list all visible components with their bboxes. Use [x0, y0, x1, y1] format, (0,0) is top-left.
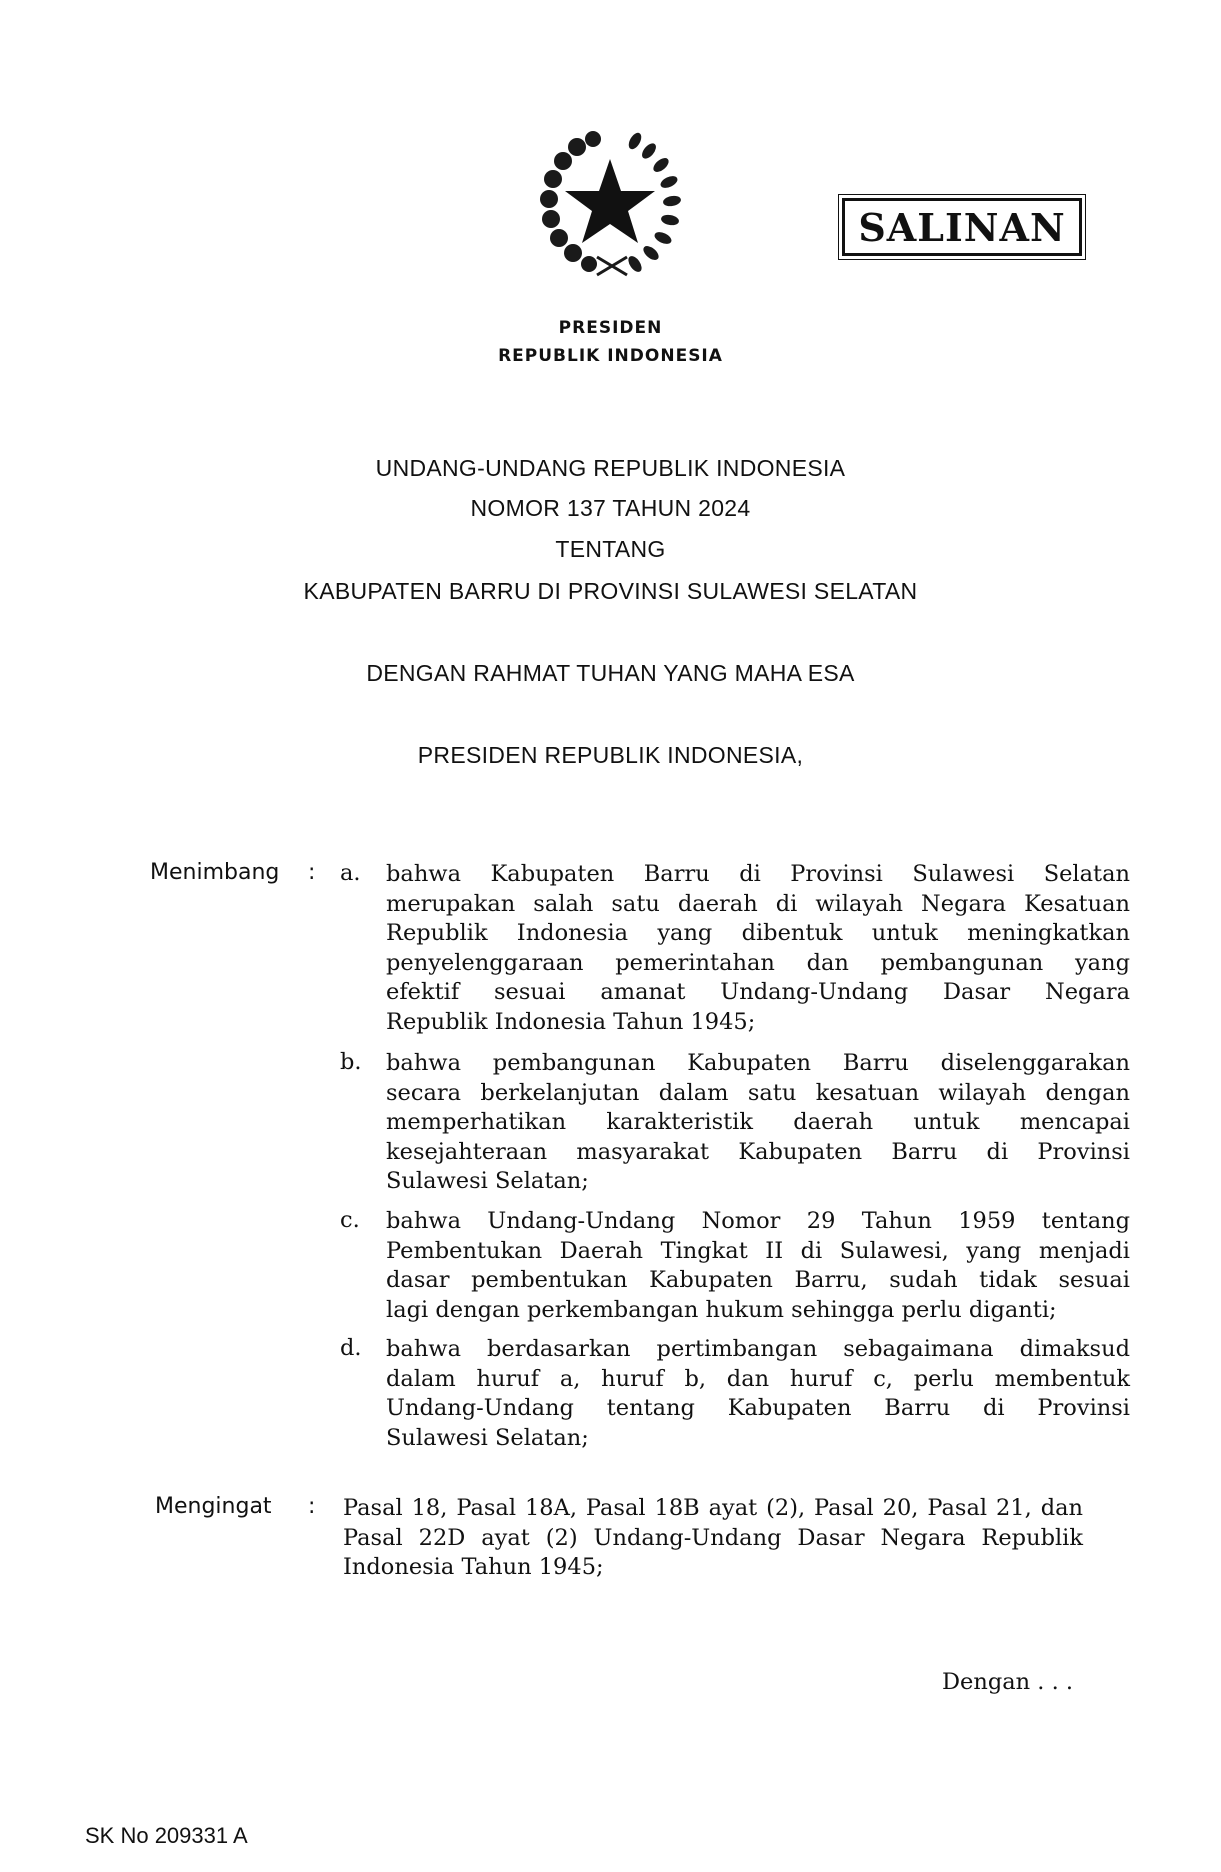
text-line: Undang-Undang tentang Kabupaten Barru di Provinsi [386, 1395, 1130, 1421]
sk-number: SK No 209331 A [85, 1823, 248, 1848]
item-text [386, 1049, 1130, 1197]
salinan-stamp-text: SALINAN [858, 204, 1066, 250]
salinan-stamp [842, 198, 1082, 256]
text-line: Indonesia Tahun 1945; [343, 1554, 604, 1580]
text-line: penyelenggaraan pemerintahan dan pembangunan yang [386, 949, 1130, 976]
mengingat-colon: : [308, 1494, 316, 1519]
text-line: Sulawesi Selatan; [386, 1424, 589, 1451]
item-letter: d. [340, 1335, 362, 1361]
text-line: Pasal 18, Pasal 18A, Pasal 18B ayat (2), Pasal 20, Pasal 21, dan [343, 1495, 1083, 1521]
mengingat-label: Mengingat [155, 1494, 272, 1519]
text-line: Sulawesi Selatan; [386, 1168, 589, 1194]
text-line: memperhatikan karakteristik daerah untuk mencapai [386, 1109, 1130, 1135]
continuation-text: Dengan . . . [942, 1669, 1074, 1695]
text-line: bahwa Undang-Undang Nomor 29 Tahun 1959 tentang [386, 1208, 1130, 1234]
item-text [386, 1207, 1130, 1325]
title-line-4: KABUPATEN BARRU DI PROVINSI SULAWESI SELATAN [303, 578, 918, 604]
text-line: dalam huruf a, huruf b, dan huruf c, perlu membentuk [386, 1365, 1130, 1392]
title-line-1: UNDANG-UNDANG REPUBLIK INDONESIA [375, 455, 846, 481]
emblem-caption-line1: PRESIDEN [558, 318, 663, 338]
text-line: bahwa Kabupaten Barru di Provinsi Sulawesi Selatan [386, 861, 1130, 887]
text-line: dasar pembentukan Kabupaten Barru, sudah tidak sesuai [386, 1267, 1130, 1293]
title-line-5: DENGAN RAHMAT TUHAN YANG MAHA ESA [366, 660, 855, 686]
text-line: bahwa pembangunan Kabupaten Barru diselenggarakan [386, 1050, 1130, 1076]
text-line: kesejahteraan masyarakat Kabupaten Barru di Provinsi [386, 1138, 1130, 1165]
item-letter: a. [340, 860, 361, 886]
text-line: Pasal 22D ayat (2) Undang-Undang Dasar Negara Republik [343, 1524, 1083, 1551]
item-text [386, 860, 1130, 1037]
text-line: Republik Indonesia Tahun 1945; [386, 1008, 756, 1035]
item-letter: b. [340, 1049, 362, 1075]
item-letter: c. [340, 1207, 360, 1233]
text-line: bahwa berdasarkan pertimbangan sebagaimana dimaksud [386, 1336, 1130, 1362]
emblem-caption-line2: REPUBLIK INDONESIA [498, 346, 723, 366]
text-line: efektif sesuai amanat Undang-Undang Dasar Negara [386, 979, 1130, 1005]
title-line-2: NOMOR 137 TAHUN 2024 [470, 495, 751, 521]
menimbang-label: Menimbang [150, 860, 280, 885]
text-line: merupakan salah satu daerah di wilayah Negara Kesatuan [386, 890, 1130, 917]
text-line: secara berkelanjutan dalam satu kesatuan wilayah dengan [386, 1079, 1130, 1106]
text-line: lagi dengan perkembangan hukum sehingga perlu diganti; [386, 1296, 1057, 1323]
item-text [386, 1335, 1130, 1453]
mengingat-text [343, 1494, 1083, 1583]
garuda-star-wreath-emblem-icon [527, 125, 693, 291]
text-line: Pembentukan Daerah Tingkat II di Sulawesi, yang menjadi [386, 1237, 1130, 1264]
text-line: Republik Indonesia yang dibentuk untuk meningkatkan [386, 920, 1130, 946]
title-line-3: TENTANG [555, 536, 666, 562]
menimbang-colon: : [308, 860, 316, 885]
title-line-6: PRESIDEN REPUBLIK INDONESIA, [417, 742, 804, 768]
